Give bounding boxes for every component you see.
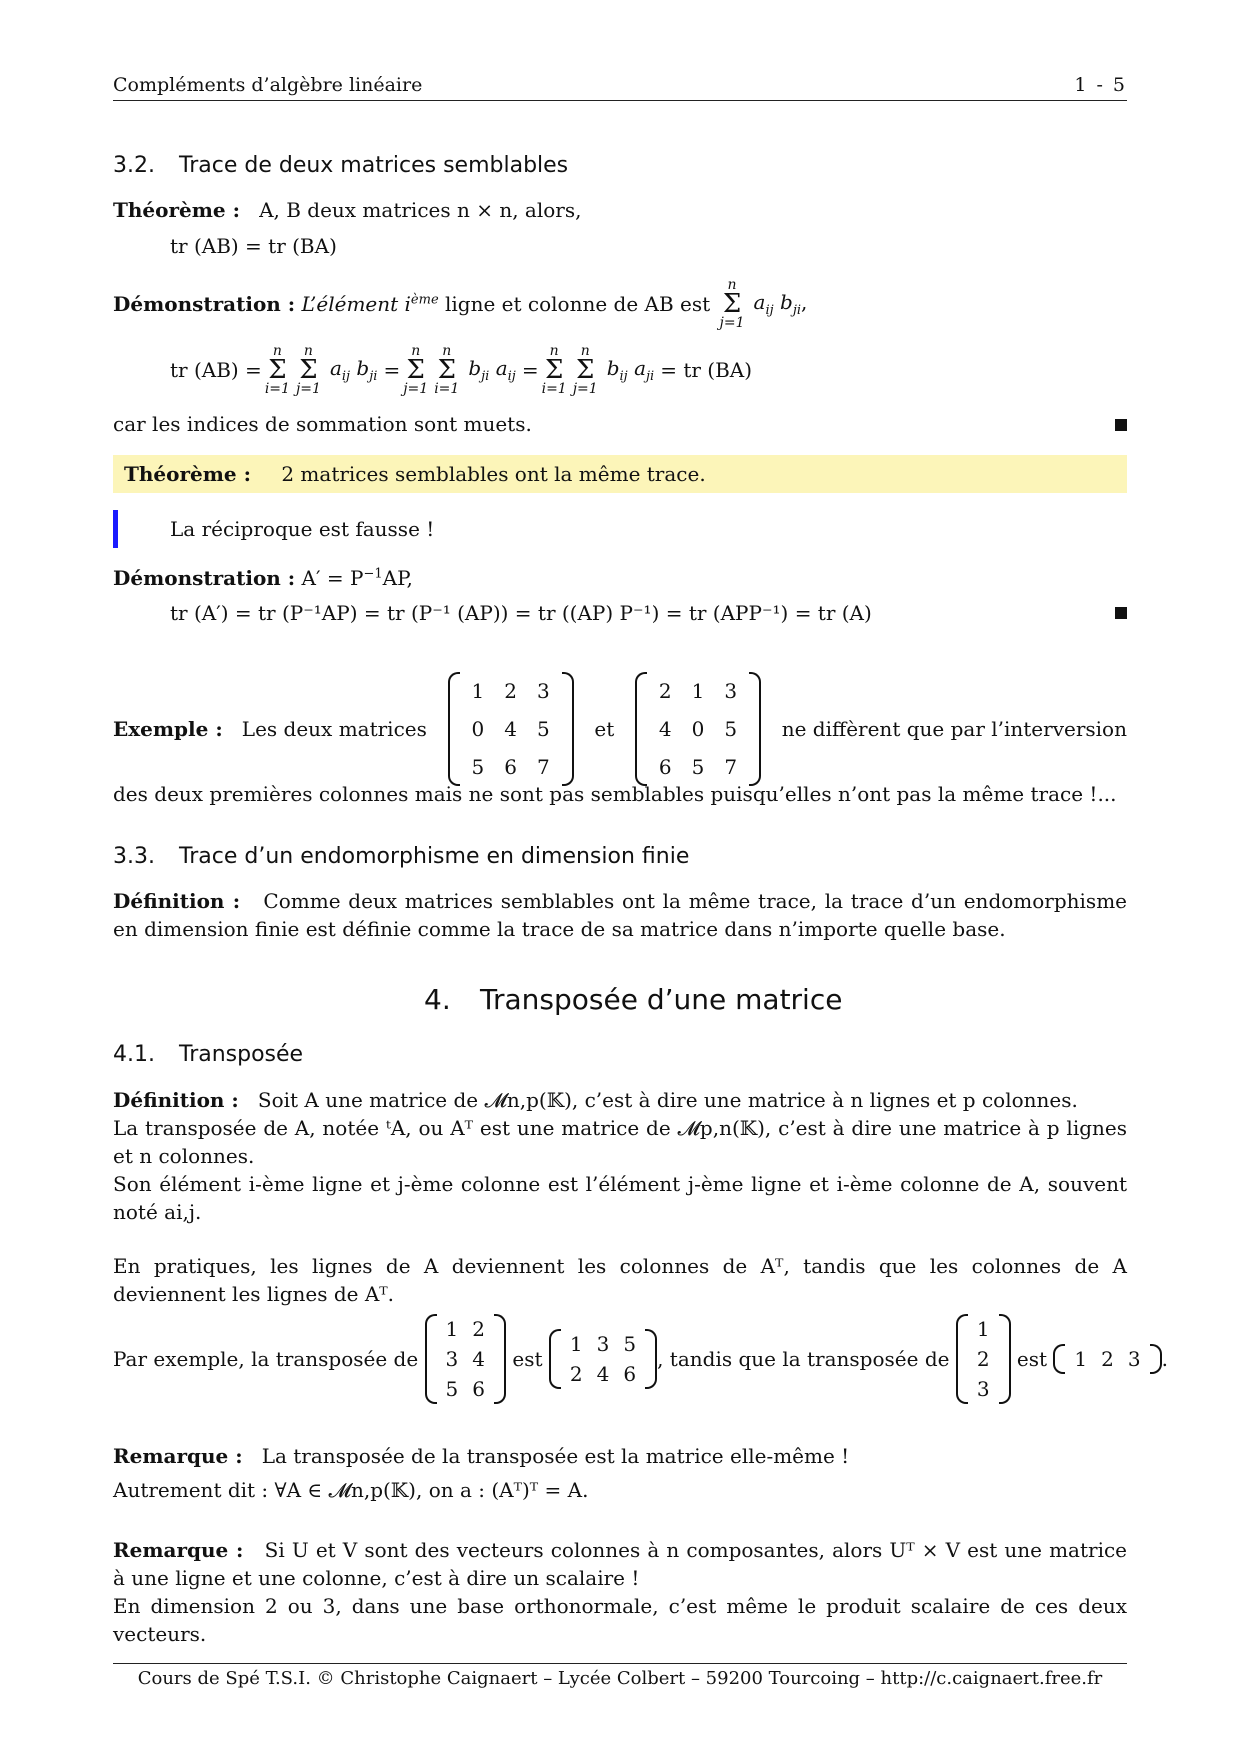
remark-2 <box>113 1536 1127 1648</box>
matrix-cell: 6 <box>658 755 672 779</box>
matrix-cell: 3 <box>536 679 550 703</box>
remark-bar <box>113 510 118 548</box>
matrix-cell: 0 <box>691 717 705 741</box>
matrix-cell: 5 <box>536 717 550 741</box>
demo-text: L’élément i <box>301 292 411 316</box>
remark-label: Remarque : <box>113 1444 243 1468</box>
matrix-cell: 3 <box>976 1377 990 1401</box>
footer-text: Cours de Spé T.S.I. © Christophe Caignaert – Lycée Colbert – 59200 Tourcoing – http://c.caignaert.free.fr <box>137 1668 1103 1689</box>
demo-label: Démonstration : <box>113 566 296 590</box>
example-row <box>113 672 1127 786</box>
matrix-cell: 7 <box>724 755 738 779</box>
section-4-1-heading <box>113 1042 303 1067</box>
remark-text: La réciproque est fausse ! <box>170 517 435 541</box>
example-label: Exemple : <box>113 717 223 741</box>
matrix-cell: 3 <box>596 1332 610 1356</box>
example-end: . <box>1161 1347 1168 1371</box>
matrix-cell: 4 <box>472 1347 486 1371</box>
remark-1 <box>113 1442 1127 1510</box>
demo-text: A′ = P <box>301 566 364 590</box>
matrix-row <box>439 1374 492 1404</box>
matrix-cell: 1 <box>691 679 705 703</box>
theorem-text: A, B deux matrices n × n, alors, <box>259 198 582 222</box>
section-3-2-heading <box>113 153 568 178</box>
section-number: 4.1. <box>113 1042 155 1067</box>
remark-text: La transposée de la transposée est la matrice elle-même ! <box>261 1444 850 1468</box>
section-title: Trace d’un endomorphisme en dimension finie <box>179 844 690 869</box>
theorem-1 <box>113 198 581 222</box>
matrix-cell: 1 <box>445 1317 459 1341</box>
matrix-example-2 <box>635 672 761 786</box>
definition-label: Définition : <box>113 889 241 913</box>
sum-symbol: n Σ i=1 <box>434 343 460 397</box>
matrix-row <box>649 748 747 786</box>
remark-text: Si U et V sont des vecteurs colonnes à n composantes, alors Uᵀ × V est une matrice à une ligne et une colonne, c’est à dire un scalaire ! <box>113 1538 1127 1590</box>
chapter-number: 4. <box>424 983 451 1016</box>
sum-symbol: n Σ j=1 <box>572 343 598 397</box>
matrix-row <box>439 1344 492 1374</box>
matrix-cell: 1 <box>1074 1347 1088 1371</box>
matrix-cell: 5 <box>471 755 485 779</box>
demo-sup: ème <box>410 292 439 308</box>
sum-symbol: n Σ j=1 <box>295 343 321 397</box>
matrix-row <box>1067 1344 1147 1374</box>
example-and: et <box>594 717 615 741</box>
matrix-cell: 2 <box>569 1362 583 1386</box>
remark-label: Remarque : <box>113 1538 244 1562</box>
matrix-cell: 3 <box>724 679 738 703</box>
example-text-2: ne diffèrent que par l’interversion <box>781 717 1127 741</box>
definition-text: Comme deux matrices semblables ont la même trace, la trace d’un endomorphisme en dimension finie est définie comme la trace de sa matrice dans n’importe quelle base. <box>113 889 1127 941</box>
matrix-cell: 2 <box>472 1317 486 1341</box>
matrix-row <box>563 1359 643 1389</box>
header-rule <box>113 100 1127 101</box>
demo-text-2: ligne et colonne de AB est <box>438 292 711 316</box>
footer-rule <box>113 1663 1127 1664</box>
example-conclusion: des deux premières colonnes mais ne sont pas semblables puisqu’elles n’ont pas la même trace !... <box>113 782 1117 806</box>
page-number: 1 - 5 <box>1074 74 1127 96</box>
matrix-row <box>649 672 747 710</box>
matrix-row <box>439 1314 492 1344</box>
sum-symbol: n Σ j=1 <box>719 277 745 331</box>
matrix-cell: 6 <box>504 755 517 779</box>
matrix-column <box>956 1314 1011 1404</box>
qed-square-icon <box>1115 419 1127 431</box>
demo-conclusion: car les indices de sommation sont muets. <box>113 412 532 436</box>
example-text-2: , tandis que la transposée de <box>657 1347 950 1371</box>
theorem-2 <box>124 462 706 486</box>
matrix-cell: 5 <box>623 1332 637 1356</box>
remark-line-2: Autrement dit : ∀A ∈ 𝓜n,p(𝕂), on a : (Aᵀ)ᵀ = A. <box>113 1478 589 1502</box>
practice-paragraph: En pratiques, les lignes de A deviennent les colonnes de Aᵀ, tandis que les colonnes de A deviennent les lignes de Aᵀ. <box>113 1254 1127 1306</box>
matrix-row <box>970 1314 997 1344</box>
matrix-a <box>425 1314 506 1404</box>
definition-2 <box>113 1086 1127 1226</box>
definition-1 <box>113 887 1127 943</box>
demo-sup: −1 <box>363 566 383 582</box>
demonstration-1: Démonstration : L’élément $i^{ème}$ ligne et colonne de AB est n Σ j=1 $a_{ij}$ $b_{ji}$, <box>113 277 808 331</box>
remark-line-2: En dimension 2 ou 3, dans une base orthonormale, c’est même le produit scalaire de ces deux vecteurs. <box>113 1594 1127 1646</box>
matrix-cell: 1 <box>471 679 485 703</box>
matrix-cell: 2 <box>504 679 517 703</box>
theorem-label: Théorème : <box>113 198 240 222</box>
matrix-row <box>649 710 747 748</box>
theorem-text: 2 matrices semblables ont la même trace. <box>281 462 706 486</box>
matrix-cell: 7 <box>536 755 550 779</box>
matrix-cell: 2 <box>976 1347 990 1371</box>
qed-square-icon <box>1115 607 1127 619</box>
matrix-row <box>563 1329 643 1359</box>
matrix-a-transposed <box>549 1329 657 1389</box>
matrix-cell: 3 <box>1127 1347 1141 1371</box>
matrix-cell: 5 <box>691 755 705 779</box>
formula-lhs: tr (AB) = <box>170 358 262 382</box>
example-text: Par exemple, la transposée de <box>113 1347 419 1371</box>
definition-label: Définition : <box>113 1088 239 1112</box>
formula-rhs: = tr (BA) <box>660 358 753 382</box>
matrix-cell: 5 <box>445 1377 459 1401</box>
example-est: est <box>512 1347 543 1371</box>
matrix-cell: 6 <box>472 1377 486 1401</box>
example-est-2: est <box>1016 1347 1048 1371</box>
definition-line-1: Soit A une matrice de 𝓜n,p(𝕂), c’est à dire une matrice à n lignes et p colonnes. <box>257 1088 1078 1112</box>
transpose-example-row <box>113 1314 1168 1404</box>
matrix-cell: 1 <box>569 1332 583 1356</box>
demo-text-2: AP, <box>382 566 413 590</box>
theorem-1-formula: tr (AB) = tr (BA) <box>170 234 337 258</box>
section-number: 3.3. <box>113 844 155 869</box>
chapter-title: Transposée d’une matrice <box>480 983 843 1016</box>
matrix-cell: 3 <box>445 1347 459 1371</box>
matrix-row <box>462 748 560 786</box>
sum-symbol: n Σ i=1 <box>264 343 290 397</box>
matrix-cell: 5 <box>724 717 738 741</box>
section-3-3-heading <box>113 844 689 869</box>
section-title: Trace de deux matrices semblables <box>179 153 569 178</box>
section-title: Transposée <box>179 1042 304 1067</box>
definition-line-2: La transposée de A, notée ᵗA, ou Aᵀ est une matrice de 𝓜p,n(𝕂), c’est à dire une matrice à p lignes et n colonnes. <box>113 1116 1127 1168</box>
matrix-row <box>462 672 560 710</box>
running-header-title: Compléments d’algèbre linéaire <box>113 74 423 96</box>
matrix-cell: 4 <box>596 1362 610 1386</box>
matrix-row <box>1053 1344 1161 1374</box>
theorem-label: Théorème : <box>124 462 251 486</box>
demonstration-1-formula: tr (AB) = n Σ i=1 n Σ j=1 $a_{ij}$ $b_{ji}$ = n Σ j=1 n Σ i=1 $b_{ji}$ $a_{ij}$ = n Σ i=1 n Σ j=1 $b_{ij}$ $a_{ji}$ = tr (BA) <box>170 343 753 397</box>
matrix-row <box>462 710 560 748</box>
chapter-4-heading <box>424 983 842 1016</box>
matrix-cell: 0 <box>471 717 485 741</box>
matrix-cell: 6 <box>623 1362 637 1386</box>
demonstration-2 <box>113 566 413 590</box>
demo-label: Démonstration : <box>113 292 296 316</box>
demonstration-2-formula: tr (A′) = tr (P⁻¹AP) = tr (P⁻¹ (AP)) = tr ((AP) P⁻¹) = tr (APP⁻¹) = tr (A) <box>170 601 872 625</box>
sum-symbol: n Σ j=1 <box>403 343 429 397</box>
matrix-row <box>970 1344 997 1374</box>
definition-line-3: Son élément i-ème ligne et j-ème colonne est l’élément j-ème ligne et i-ème colonne de A, souvent noté ai,j. <box>113 1172 1127 1224</box>
matrix-cell: 4 <box>504 717 517 741</box>
matrix-cell: 2 <box>1101 1347 1114 1371</box>
matrix-example-1 <box>448 672 574 786</box>
example-text: Les deux matrices <box>241 717 427 741</box>
section-number: 3.2. <box>113 153 155 178</box>
matrix-cell: 4 <box>658 717 672 741</box>
matrix-row <box>970 1374 997 1404</box>
sum-symbol: n Σ i=1 <box>541 343 567 397</box>
matrix-cell: 2 <box>658 679 672 703</box>
matrix-cell: 1 <box>976 1317 990 1341</box>
